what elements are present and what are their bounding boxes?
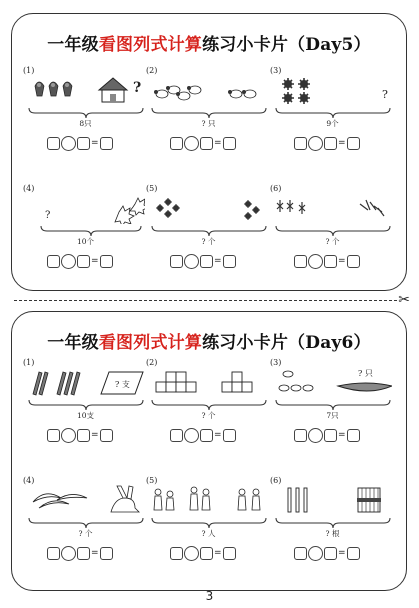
problem-6: (6) ? 个 =	[270, 184, 395, 302]
answer-box[interactable]	[324, 137, 337, 150]
question-mark: ?	[382, 88, 388, 101]
worksheet-card-day5	[11, 13, 407, 291]
operator-circle[interactable]	[61, 428, 76, 443]
result-box[interactable]	[347, 547, 360, 560]
equation-row: =	[294, 546, 360, 561]
total-label: ? 只	[201, 119, 216, 128]
operator-circle[interactable]	[308, 254, 323, 269]
total-label: ? 人	[201, 529, 216, 538]
total-label: ? 个	[201, 237, 216, 246]
answer-box[interactable]	[170, 137, 183, 150]
problem-3: (3) ? 9个 =	[270, 66, 395, 184]
gears-icon	[274, 72, 392, 106]
problem-4: (4) ? 10个 =	[23, 184, 148, 302]
total-label: ? 个	[78, 529, 93, 538]
operator-circle[interactable]	[184, 428, 199, 443]
sticks-bundle-icon	[274, 482, 392, 516]
answer-box[interactable]	[200, 137, 213, 150]
result-box[interactable]	[347, 255, 360, 268]
result-box[interactable]	[100, 255, 113, 268]
answer-box[interactable]	[200, 547, 213, 560]
result-box[interactable]	[223, 547, 236, 560]
equation-row: =	[47, 428, 113, 443]
problem-2: (2) ? 只 =	[146, 66, 271, 184]
answer-box[interactable]	[77, 429, 90, 442]
answer-box[interactable]	[294, 137, 307, 150]
answer-box[interactable]	[77, 255, 90, 268]
bananas-and-rabbit-icon	[27, 482, 145, 516]
cut-line	[14, 300, 397, 301]
squirrels-and-house-icon	[27, 72, 145, 106]
operator-circle[interactable]	[184, 136, 199, 151]
problem-1: (1) ? 8只 =	[23, 66, 148, 184]
nest-label: ? 只	[358, 369, 373, 378]
answer-box[interactable]	[324, 429, 337, 442]
problem-5: (5) ? 人 =	[146, 476, 271, 594]
answer-box[interactable]	[170, 429, 183, 442]
result-box[interactable]	[100, 547, 113, 560]
total-label: 9个	[326, 119, 339, 128]
equation-row: =	[170, 546, 236, 561]
equation-row: =	[47, 254, 113, 269]
answer-box[interactable]	[47, 255, 60, 268]
equation-row: =	[170, 254, 236, 269]
operator-circle[interactable]	[184, 254, 199, 269]
total-label: ? 个	[201, 411, 216, 420]
scissors-icon: ✂	[398, 292, 410, 308]
operator-circle[interactable]	[61, 546, 76, 561]
equation-row: =	[294, 428, 360, 443]
result-box[interactable]	[223, 137, 236, 150]
problem-1: (1) ? 支 10支 =	[23, 358, 148, 476]
equation-row: =	[47, 546, 113, 561]
worksheet-title: 一年级看图列式计算练习小卡片（Day6）	[47, 333, 371, 353]
problem-3: (3) ? 只 7只 =	[270, 358, 395, 476]
answer-box[interactable]	[200, 255, 213, 268]
answer-box[interactable]	[77, 137, 90, 150]
operator-circle[interactable]	[308, 428, 323, 443]
result-box[interactable]	[223, 429, 236, 442]
total-label: 10个	[76, 237, 95, 246]
page-number: 3	[205, 589, 214, 603]
result-box[interactable]	[347, 137, 360, 150]
problem-2: (2) ? 个 =	[146, 358, 271, 476]
total-label: 7只	[326, 411, 339, 420]
operator-circle[interactable]	[61, 254, 76, 269]
total-label: 8只	[79, 119, 92, 128]
answer-box[interactable]	[200, 429, 213, 442]
birds-and-nest-icon	[274, 364, 392, 398]
answer-box[interactable]	[294, 255, 307, 268]
equation-row: =	[170, 136, 236, 151]
answer-box[interactable]	[170, 255, 183, 268]
worksheet-card-day6	[11, 311, 407, 591]
sheep-group-icon	[150, 72, 268, 106]
answer-box[interactable]	[324, 547, 337, 560]
problem-5: (5) ? 个 =	[146, 184, 271, 302]
gear-clusters-icon	[150, 190, 268, 224]
result-box[interactable]	[223, 255, 236, 268]
worksheet-title: 一年级看图列式计算练习小卡片（Day5）	[47, 35, 371, 55]
question-mark: ?	[133, 80, 142, 96]
result-box[interactable]	[100, 429, 113, 442]
problem-4: (4) ? 个 =	[23, 476, 148, 594]
operator-circle[interactable]	[308, 546, 323, 561]
answer-box[interactable]	[294, 429, 307, 442]
total-label: ? 根	[325, 529, 340, 538]
operator-circle[interactable]	[184, 546, 199, 561]
answer-box[interactable]	[47, 137, 60, 150]
box-label: ? 支	[115, 380, 130, 389]
answer-box[interactable]	[77, 547, 90, 560]
equation-row: =	[294, 136, 360, 151]
operator-circle[interactable]	[61, 136, 76, 151]
cube-stacks-icon	[150, 364, 268, 398]
answer-box[interactable]	[47, 429, 60, 442]
answer-box[interactable]	[294, 547, 307, 560]
pencils-and-box-icon	[27, 364, 145, 398]
question-mark: ?	[45, 210, 51, 221]
result-box[interactable]	[100, 137, 113, 150]
equation-row: =	[47, 136, 113, 151]
equation-row: =	[294, 254, 360, 269]
answer-box[interactable]	[47, 547, 60, 560]
result-box[interactable]	[347, 429, 360, 442]
explosion-shapes-icon	[27, 190, 145, 224]
problem-6: (6) ? 根 =	[270, 476, 395, 594]
answer-box[interactable]	[324, 255, 337, 268]
equation-row: =	[170, 428, 236, 443]
answer-box[interactable]	[170, 547, 183, 560]
operator-circle[interactable]	[308, 136, 323, 151]
total-label: 10支	[76, 411, 95, 420]
total-label: ? 个	[325, 237, 340, 246]
children-group-icon	[150, 482, 268, 516]
sparkle-fireworks-icon	[274, 190, 392, 224]
